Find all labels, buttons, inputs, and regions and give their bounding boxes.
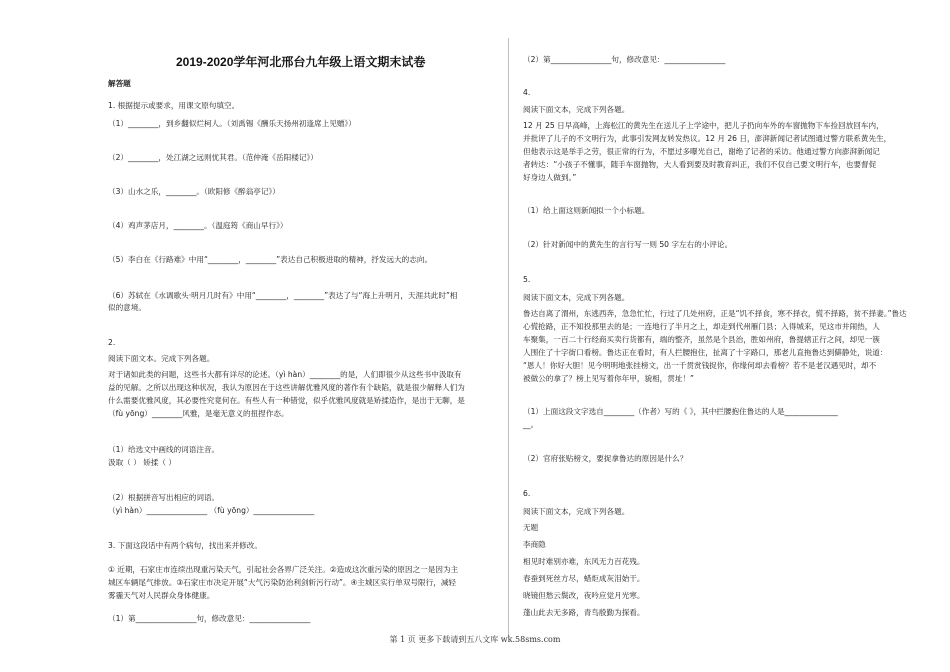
right-text-line: 6. <box>523 489 531 498</box>
right-text-line: 晓镜但愁云鬓改，夜吟应觉月光寒。 <box>523 591 645 600</box>
right-text-line: （2）官府张贴榜文，要捉拿鲁达的原因是什么？ <box>523 454 688 463</box>
left-text-line: 城区车辆尾气排放。③石家庄市决定开展“大气污染防治利剑斩污行动”。④主城区实行单双号限行，减轻 <box>108 578 457 587</box>
right-text-line: （2）第________________句，修改意见：________________ <box>523 55 726 64</box>
right-text-line: 好身边人做到。” <box>523 173 577 182</box>
right-text-line: 心慌抢路，正不知投那里去的是；一连地行了半月之上，却走到代州雁门县；入得城来，见这市井闹热，人 <box>523 322 880 331</box>
right-text-line: 相见时难别亦难，东风无力百花残。 <box>523 557 645 566</box>
right-text-line: 无题 <box>523 523 539 532</box>
left-text-line: 什么需要优雅风度，其必要性究竟何在。有些人有一种错觉，似乎优雅风度就是矫揉造作，是出于无聊，是 <box>108 396 465 405</box>
right-text-line: 阅读下面文本，完成下列各题。 <box>523 507 630 516</box>
left-text-line: （2）________，处江湖之远则忧其君。（范仲淹《岳阳楼记》） <box>108 153 318 162</box>
right-text-line: 4. <box>523 88 531 97</box>
left-text-line: 对于诸如此类的问题，这些书大都有详尽的论述。（yì hàn）________的是，人们即很少从这些书中汲取有 <box>108 370 462 379</box>
right-text-line: 蓬山此去无多路，青鸟殷勤为探看。 <box>523 608 645 617</box>
left-text-line: 益的见解。之所以出现这种状况，我认为原因在于这些讲解优雅风度的著作有个缺陷，就是很少解释人们为 <box>108 383 465 392</box>
right-text-line: 车聚集，一百二十行经商买卖行货都有，端的整齐，虽然是个县治，胜如州府，鲁提辖正行之间，却见一簇 <box>523 335 880 344</box>
right-text-line: 阅读下面文本，完成下列各题。 <box>523 293 630 302</box>
right-text-line: 李商隐 <box>523 540 546 549</box>
left-text-line: （1）________，到乡翻似烂柯人。（刘禹锡《酬乐天扬州初逢席上见赠》） <box>108 119 356 128</box>
right-text-line: 12 月 25 日早高峰，上海松江的黄先生在送儿子上学途中，把儿子扔向车外的车窗抛物下车捡回放回车内， <box>523 121 884 130</box>
left-text-line: 似的意境。 <box>108 303 146 312</box>
answer-section-header: 解答题 <box>108 79 131 88</box>
right-text-line: 春蚕到死丝方尽，蜡炬成灰泪始干。 <box>523 574 645 583</box>
right-text-line: （1）上面这段文字选自________（作者）写的《 》，其中拦腰抱住鲁达的人是______________ <box>523 407 838 416</box>
right-text-line: （1）给上面这则新闻拟一个小标题。 <box>523 206 650 215</box>
left-text-line: （6）苏轼在《水调歌头·明月几时有》中用“________，________”表达了与“海上升明月，天涯共此时”相 <box>108 291 458 300</box>
left-text-line: （4）鸡声茅店月，________。（温庭筠《商山早行》） <box>108 221 288 230</box>
right-text-line: 鲁达自离了渭州，东逃西奔，急急忙忙，行过了几处州府，正是“饥不择食，寒不择衣，慌不择路，贫不择妻。”鲁达 <box>523 309 907 318</box>
right-text-line: 被做公的拿了？榜上见写着你年甲，貌相，贯址！” <box>523 374 694 383</box>
right-text-line: 但他表示这是举手之劳，很正常的行为，不愿过多曝光自己，谢绝了记者的采访。他通过警方向澎湃新闻记 <box>523 147 880 156</box>
left-text-line: 2. <box>108 338 116 347</box>
left-text-line: （1）第________________句，修改意见：________________ <box>108 614 311 623</box>
right-text-line: 阅读下面文本，完成下列各题。 <box>523 105 630 114</box>
left-text-line: ① 近期，石家庄市连续出现重污染天气，引起社会各界广泛关注。②造成这次重污染的原因之一是因为主 <box>108 565 459 574</box>
left-text-line: 汲取（ ） 矫揉（ ） <box>108 458 176 467</box>
left-text-line: 阅读下面文本。完成下列各题。 <box>108 354 215 363</box>
right-text-line: 人围住了十字街口看榜。鲁达正在看时，有人拦腰抱住，扯离了十字路口，那老儿直拖鲁达到僻静处，说道： <box>523 348 888 357</box>
left-text-line: 雾霾天气对人民群众身体健康。 <box>108 591 215 600</box>
left-text-line: 3. 下面这段话中有两个病句，找出来并修改。 <box>108 541 262 550</box>
left-text-line: （1）给选文中画线的词语注音。 <box>108 445 220 454</box>
right-text-line: “恩人！你好大胆！见今明明地张挂榜文，出一千贯赏钱捉你，你缘何却去看榜？若不是老汉遇见时，却不 <box>523 361 877 370</box>
left-text-line: （2）根据拼音写出相应的词语。 <box>108 493 220 502</box>
right-text-line: 5. <box>523 275 531 284</box>
right-text-line: 并批评了儿子的不文明行为，此事引发网友转发热议。12 月 26 日，澎湃新闻记者试图通过警方联系黄先生， <box>523 134 892 143</box>
left-text-line: （5）李白在《行路难》中用“________，________”表达自己积极进取的精神，抒发远大的志向。 <box>108 255 433 264</box>
right-text-line: 者转达：“小孩子不懂事，随手车窗抛物，大人看到要及时教育纠正，我们不仅自己要文明行车，也要督促 <box>523 160 877 169</box>
right-text-line: （2）针对新闻中的黄先生的言行写一则 50 字左右的小评论。 <box>523 240 733 249</box>
right-text-line: __。 <box>523 420 539 429</box>
left-text-line: （fù yōng）________风雅，是毫无意义的扭捏作态。 <box>108 409 289 418</box>
left-text-line: （3）山水之乐，________。（欧阳修《醉翁亭记》） <box>108 187 280 196</box>
column-divider <box>508 38 509 638</box>
left-text-line: （yì hàn）________________ （fù yōng）________________ <box>108 506 315 515</box>
page-footer: 第 1 页 更多下载请到五八文库 wk.58sms.com <box>389 635 561 644</box>
page-title: 2019-2020学年河北邢台九年级上语文期末试卷 <box>176 55 426 69</box>
left-text-line: 1. 根据提示或要求，用课文原句填空。 <box>108 101 240 110</box>
